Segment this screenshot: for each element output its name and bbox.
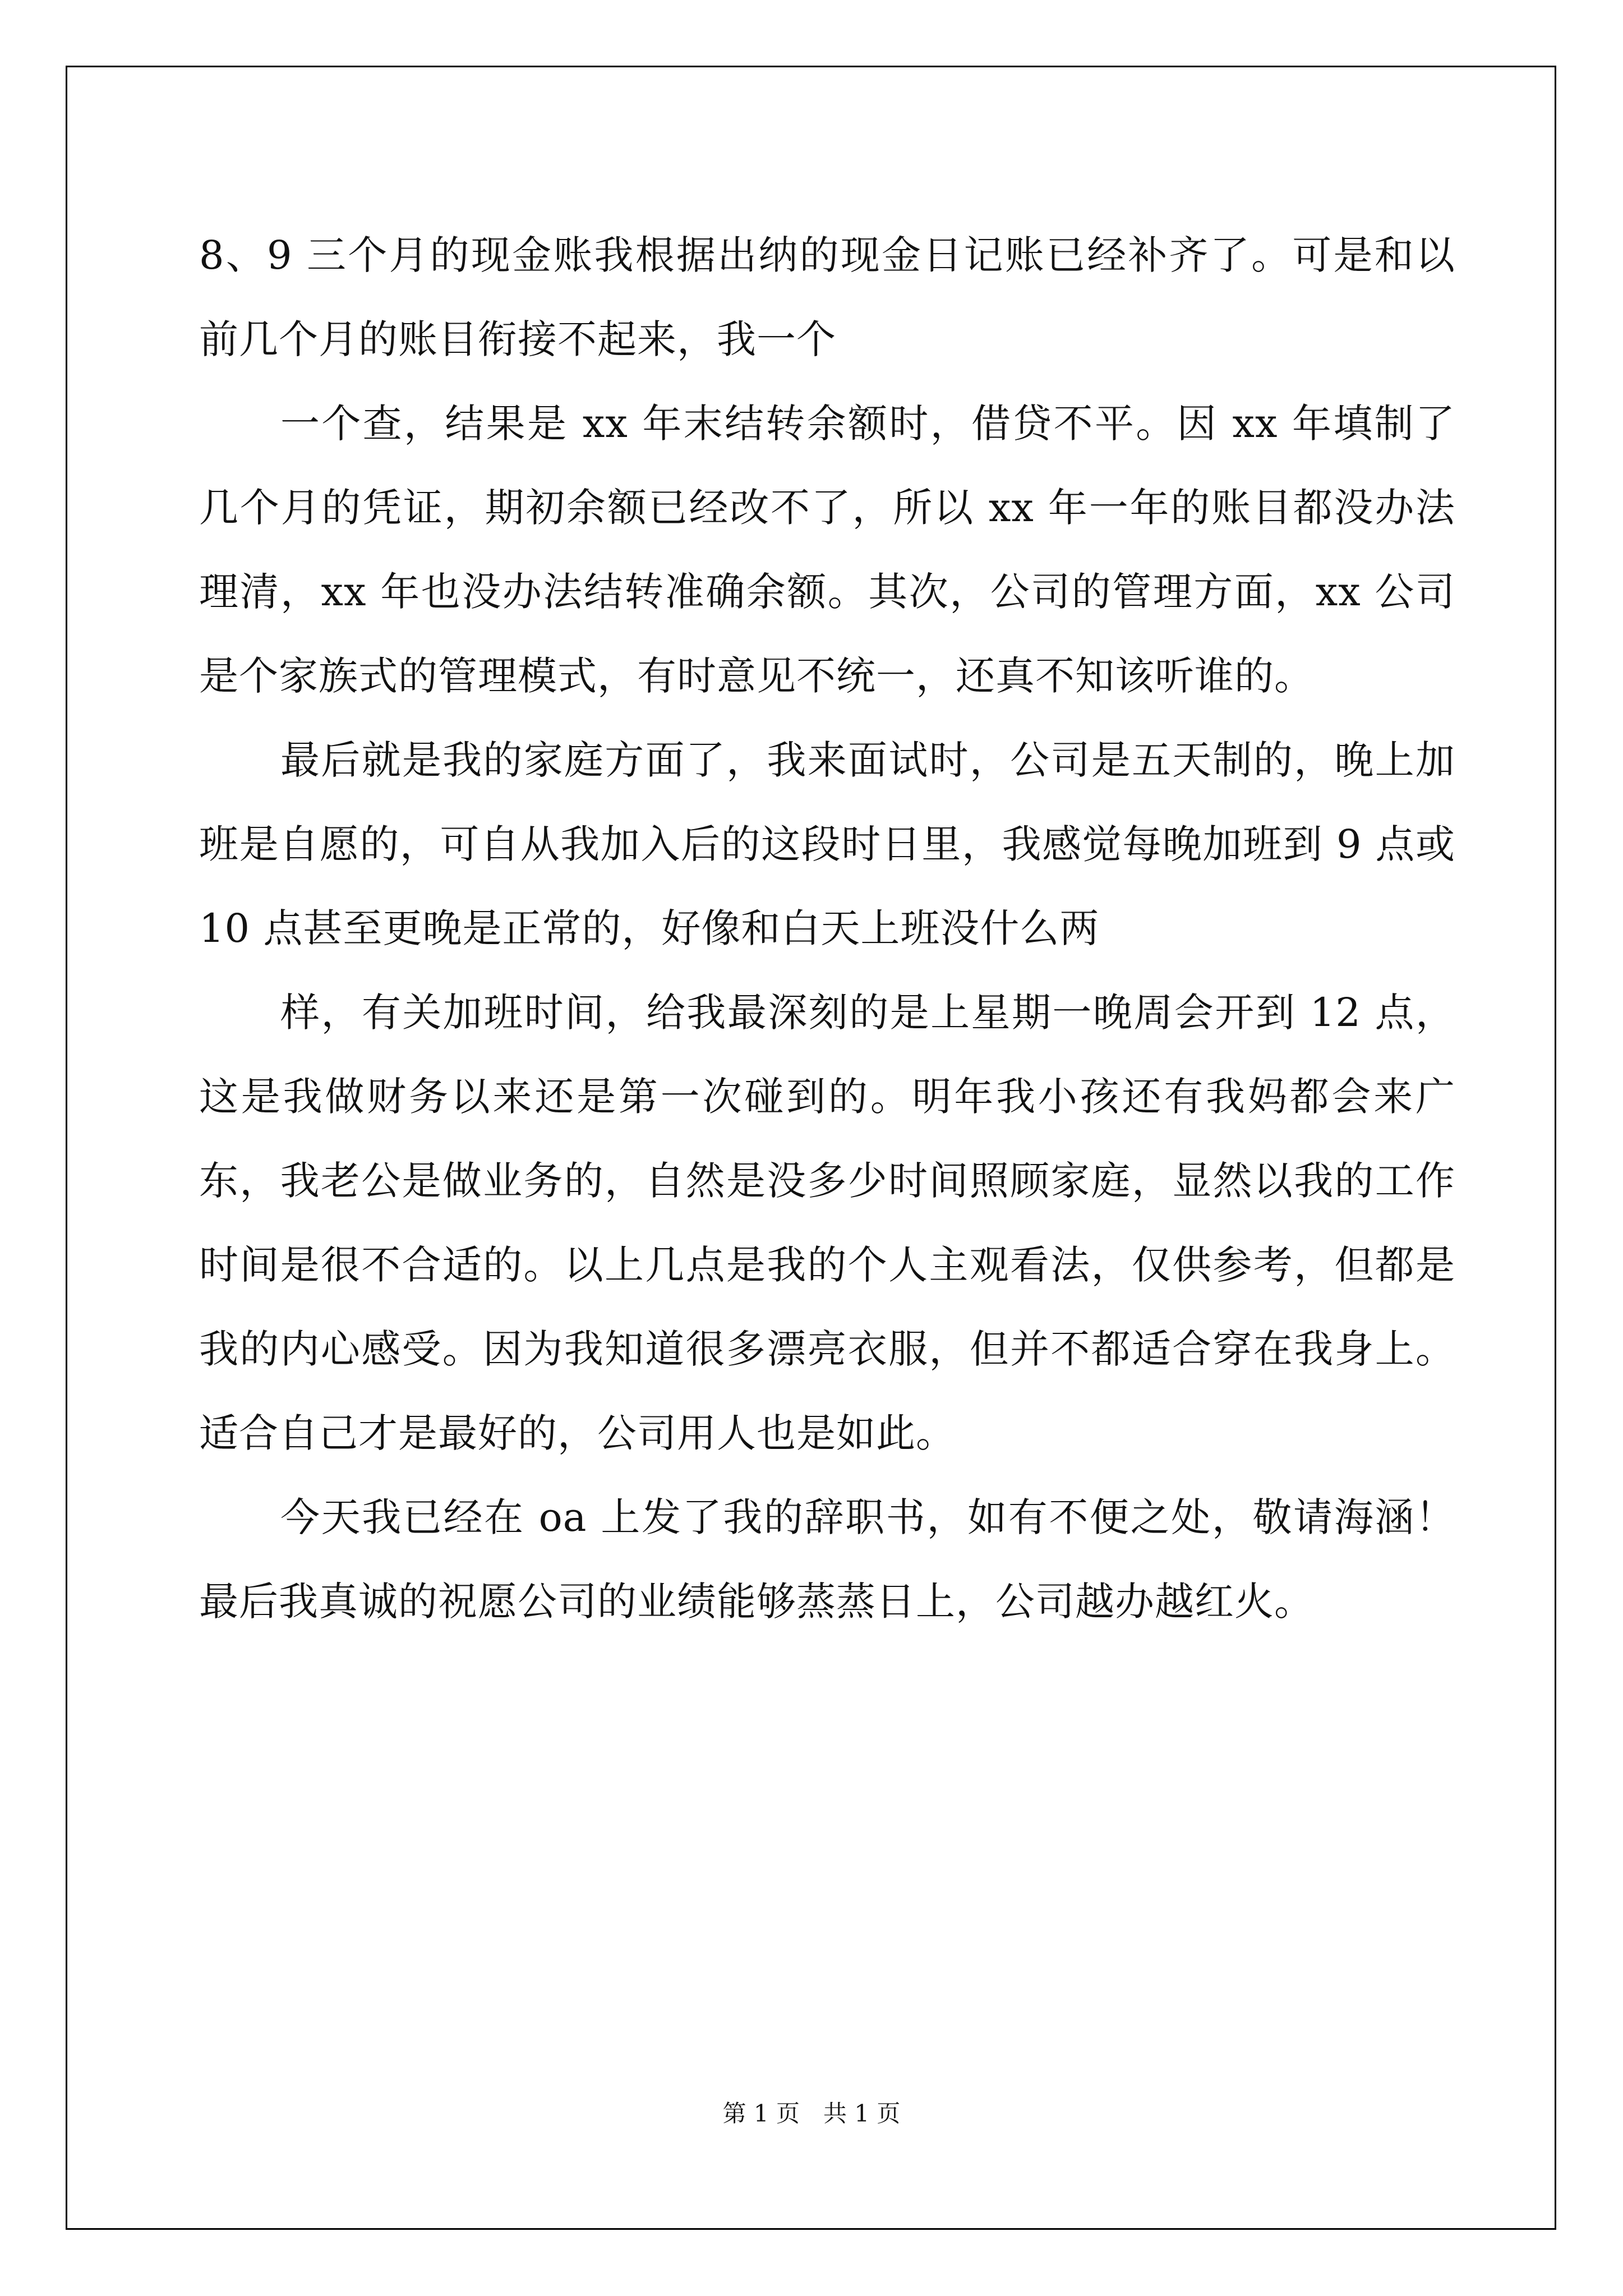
- document-body: [199, 213, 1455, 1644]
- page-footer: [0, 2097, 1623, 2131]
- paragraph-3: 最后就是我的家庭方面了，我来面试时，公司是五天制的，晚上加班是自愿的，可自从我加入后的这段时日里，我感觉每晚加班到 9 点或 10 点甚至更晚是正常的，好像和白天上班没什么两: [199, 737, 1455, 951]
- paragraph-4: 样，有关加班时间，给我最深刻的是上星期一晚周会开到 12 点，这是我做财务以来还是第一次碰到的。明年我小孩还有我妈都会来广东，我老公是做业务的，自然是没多少时间照顾家庭，显然以我的工作时间是很不合适的。以上几点是我的个人主观看法，仅供参考，但都是我的内心感受。因为我知道很多漂亮衣服，但并不都适合穿在我身上。适合自己才是最好的，公司用人也是如此。: [199, 990, 1455, 1456]
- paragraph-1: 8、9 三个月的现金账我根据出纳的现金日记账已经补齐了。可是和以前几个月的账目衔接不起来，我一个: [199, 232, 1455, 362]
- page-total: 共 1 页: [823, 2100, 901, 2127]
- paragraph-2: 一个查，结果是 xx 年末结转余额时，借贷不平。因 xx 年填制了几个月的凭证，期初余额已经改不了，所以 xx 年一年的账目都没办法理清，xx 年也没办法结转准确余额。其次，公司的管理方面，xx 公司是个家族式的管理模式，有时意见不统一，还真不知该听谁的。: [199, 401, 1455, 699]
- page-number: 第 1 页: [722, 2100, 800, 2127]
- paragraph-5: 今天我已经在 oa 上发了我的辞职书，如有不便之处，敬请海涵！最后我真诚的祝愿公司的业绩能够蒸蒸日上，公司越办越红火。: [199, 1494, 1455, 1625]
